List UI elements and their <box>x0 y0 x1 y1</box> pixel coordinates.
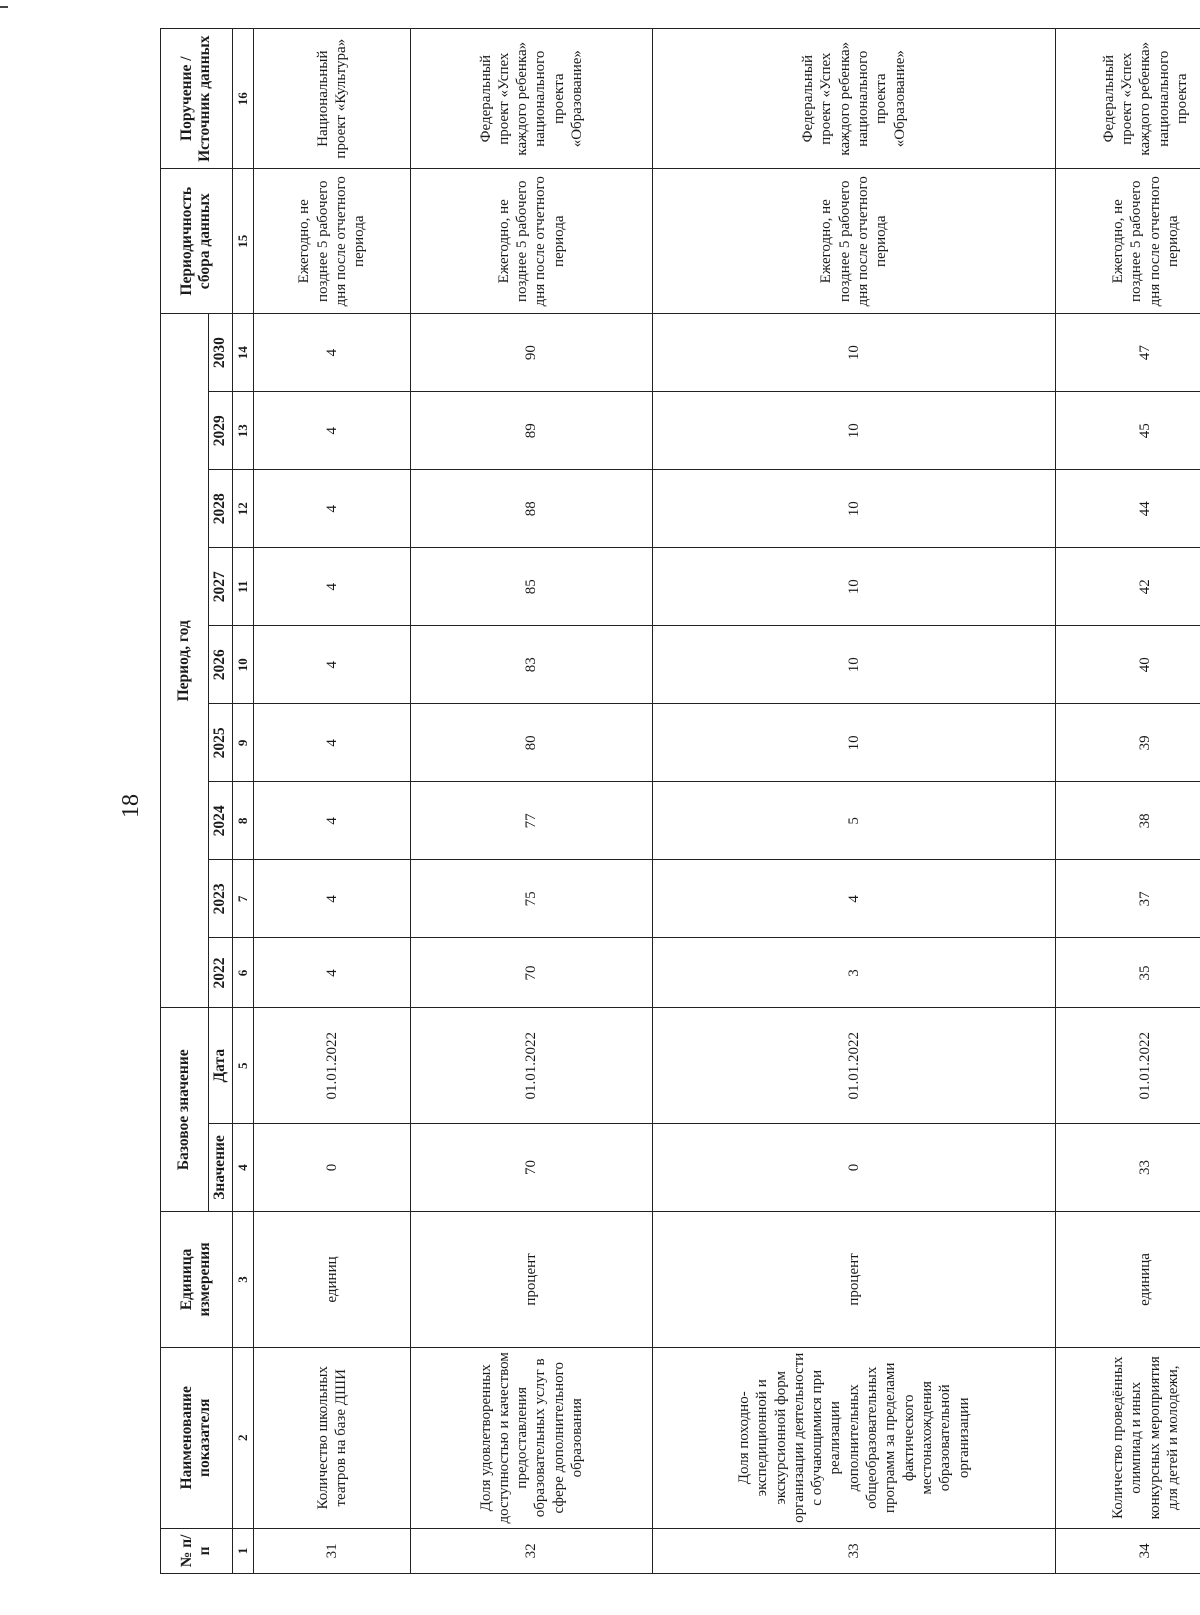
column-number: 5 <box>232 1008 253 1123</box>
header-source: Поручение / Источник данных <box>161 29 233 169</box>
column-number: 14 <box>232 314 253 392</box>
row-num: 33 <box>652 1528 1056 1573</box>
page-number: 18 <box>118 794 144 818</box>
year-value: 89 <box>411 392 652 470</box>
header-period-group: Период, год <box>161 314 209 1008</box>
year-value: 4 <box>253 470 411 548</box>
header-year: 2029 <box>209 392 233 470</box>
year-value: 39 <box>1056 704 1200 782</box>
year-value: 5 <box>652 782 1056 860</box>
year-value: 10 <box>652 392 1056 470</box>
indicator-table-rotated <box>160 28 1200 1574</box>
table-row <box>652 29 1056 1574</box>
year-value: 4 <box>253 938 411 1008</box>
year-value: 4 <box>253 314 411 392</box>
indicator-table <box>160 28 1200 1574</box>
year-value: 4 <box>253 626 411 704</box>
collection-frequency: Ежегодно, не позднее 5 рабочего дня после отчетного периода <box>652 169 1056 314</box>
header-base-group: Базовое значение <box>161 1008 209 1212</box>
base-date: 01.01.2022 <box>1056 1008 1200 1123</box>
year-value: 42 <box>1056 548 1200 626</box>
indicator-name: Количество проведённых олимпиад и иных конкурсных мероприятия для детей и молодежи, <box>1056 1347 1200 1528</box>
header-year: 2027 <box>209 548 233 626</box>
year-value: 10 <box>652 314 1056 392</box>
header-year: 2024 <box>209 782 233 860</box>
row-num: 32 <box>411 1528 652 1573</box>
year-value: 10 <box>652 626 1056 704</box>
column-number: 10 <box>232 626 253 704</box>
year-value: 38 <box>1056 782 1200 860</box>
base-value: 70 <box>411 1123 652 1211</box>
header-unit: Единица измерения <box>161 1212 233 1348</box>
column-number: 8 <box>232 782 253 860</box>
header-name: Наименование показателя <box>161 1347 233 1528</box>
data-source: Федеральный проект «Успех каждого ребенка» национального проекта «Образование» <box>652 29 1056 169</box>
indicator-unit: процент <box>652 1212 1056 1348</box>
base-date: 01.01.2022 <box>411 1008 652 1123</box>
year-value: 10 <box>652 704 1056 782</box>
table-row <box>253 29 411 1574</box>
column-number: 7 <box>232 860 253 938</box>
year-value: 4 <box>253 860 411 938</box>
year-value: 40 <box>1056 626 1200 704</box>
year-value: 3 <box>652 938 1056 1008</box>
base-value: 0 <box>652 1123 1056 1211</box>
header-year: 2026 <box>209 626 233 704</box>
year-value: 75 <box>411 860 652 938</box>
header-base-value: Значение <box>209 1123 233 1211</box>
column-number: 13 <box>232 392 253 470</box>
data-source: Федеральный проект «Успех каждого ребенка» национального проекта <box>1056 29 1200 169</box>
header-year: 2023 <box>209 860 233 938</box>
column-number: 9 <box>232 704 253 782</box>
year-value: 85 <box>411 548 652 626</box>
year-value: 80 <box>411 704 652 782</box>
base-date: 01.01.2022 <box>253 1008 411 1123</box>
header-year: 2025 <box>209 704 233 782</box>
data-source: Федеральный проект «Успех каждого ребенка» национального проекта «Образование» <box>411 29 652 169</box>
header-base-date: Дата <box>209 1008 233 1123</box>
indicator-name: Доля удовлетворенных доступностью и качеством предоставления образовательных услуг в сфере дополнительного образования <box>411 1347 652 1528</box>
base-value: 0 <box>253 1123 411 1211</box>
column-number: 1 <box>232 1528 253 1573</box>
year-value: 47 <box>1056 314 1200 392</box>
indicator-unit: единица <box>1056 1212 1200 1348</box>
year-value: 4 <box>253 548 411 626</box>
indicator-unit: единиц <box>253 1212 411 1348</box>
column-number: 4 <box>232 1123 253 1211</box>
base-date: 01.01.2022 <box>652 1008 1056 1123</box>
year-value: 45 <box>1056 392 1200 470</box>
column-number: 3 <box>232 1212 253 1348</box>
header-num: № п/п <box>161 1528 233 1573</box>
scan-edge-mark <box>0 6 8 8</box>
year-value: 4 <box>253 392 411 470</box>
column-number: 2 <box>232 1347 253 1528</box>
collection-frequency: Ежегодно, не позднее 5 рабочего дня после отчетного периода <box>1056 169 1200 314</box>
year-value: 90 <box>411 314 652 392</box>
year-value: 10 <box>652 470 1056 548</box>
collection-frequency: Ежегодно, не позднее 5 рабочего дня после отчетного периода <box>411 169 652 314</box>
collection-frequency: Ежегодно, не позднее 5 рабочего дня после отчетного периода <box>253 169 411 314</box>
row-num: 31 <box>253 1528 411 1573</box>
year-value: 37 <box>1056 860 1200 938</box>
year-value: 88 <box>411 470 652 548</box>
header-year: 2030 <box>209 314 233 392</box>
year-value: 35 <box>1056 938 1200 1008</box>
year-value: 10 <box>652 548 1056 626</box>
indicator-name: Количество школьных театров на базе ДШИ <box>253 1347 411 1528</box>
column-number: 6 <box>232 938 253 1008</box>
row-num: 34 <box>1056 1528 1200 1573</box>
column-number: 12 <box>232 470 253 548</box>
table-row <box>411 29 652 1574</box>
header-year: 2028 <box>209 470 233 548</box>
year-value: 44 <box>1056 470 1200 548</box>
header-year: 2022 <box>209 938 233 1008</box>
base-value: 33 <box>1056 1123 1200 1211</box>
data-source: Национальный проект «Культура» <box>253 29 411 169</box>
year-value: 4 <box>253 704 411 782</box>
year-value: 4 <box>253 782 411 860</box>
year-value: 83 <box>411 626 652 704</box>
column-number: 11 <box>232 548 253 626</box>
indicator-unit: процент <box>411 1212 652 1348</box>
year-value: 4 <box>652 860 1056 938</box>
header-frequency: Периодичность сбора данных <box>161 169 233 314</box>
indicator-name: Доля походно-экспедиционной и экскурсионной форм организации деятельности с обучающимися при реализации дополнительных общеобразовательных программ за пределами фактического местонахождения образовательной организации <box>652 1347 1056 1528</box>
table-row <box>1056 29 1200 1574</box>
year-value: 77 <box>411 782 652 860</box>
column-number: 15 <box>232 169 253 314</box>
column-number: 16 <box>232 29 253 169</box>
year-value: 70 <box>411 938 652 1008</box>
